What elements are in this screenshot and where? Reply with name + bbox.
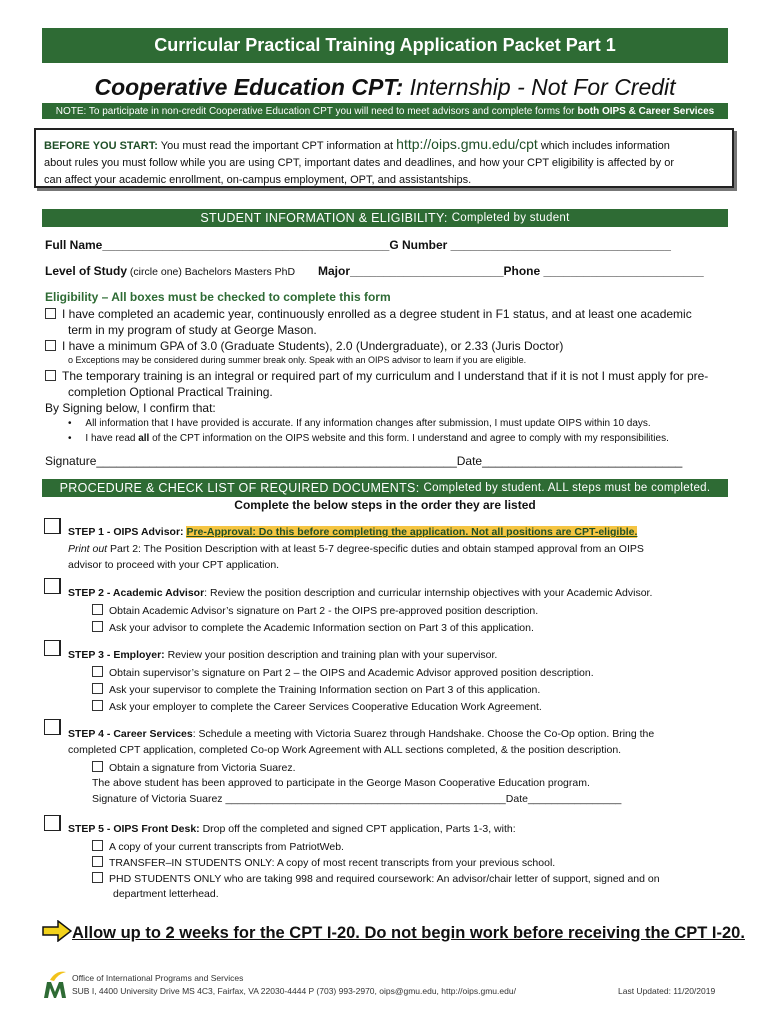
step3-item-a[interactable] <box>92 666 594 679</box>
step1-highlight: Pre-Approval: Do this before completing the application. Not all positions are CPT-eligible. <box>186 526 638 538</box>
procedure-note: Completed by student. ALL steps must be completed. <box>423 482 711 494</box>
step4-item-a[interactable] <box>92 761 296 774</box>
before-start-text2: which includes information <box>537 140 670 152</box>
signature-date-field[interactable]: Signature______________________________________________________Date______________________________ <box>45 454 683 468</box>
step3-a-text: Obtain supervisor’s signature on Part 2 – the OIPS and Academic Advisor approved position description. <box>109 667 594 679</box>
student-info-heading <box>42 209 728 227</box>
step2-a-text: Obtain Academic Advisor’s signature on Part 2 - the OIPS pre-approved position description. <box>109 605 539 617</box>
step4-text: : Schedule a meeting with Victoria Suarez through Handshake. Choose the Co-Op option. Bring the <box>192 728 655 740</box>
step1-text: Part 2: The Position Description with at least 5-7 degree-specific duties and obtain stamped approval from an OIPS <box>107 543 644 555</box>
procedure-subheading: Complete the below steps in the order they are listed <box>234 498 536 512</box>
step5-item-a[interactable] <box>92 840 344 853</box>
checkbox-icon[interactable] <box>92 666 103 677</box>
step3-line1 <box>68 649 497 661</box>
step4-checkbox[interactable] <box>44 719 61 738</box>
signing-intro: By Signing below, I confirm that: <box>45 401 216 415</box>
checkbox-icon[interactable] <box>92 621 103 632</box>
step4-a-text: Obtain a signature from Victoria Suarez. <box>109 762 296 774</box>
before-start-text1: You must read the important CPT information at <box>157 140 397 152</box>
step2-text: : Review the position description and curricular internship objectives with your Academic Advisor. <box>204 587 653 599</box>
level-of-study-field[interactable] <box>45 264 295 278</box>
cpt-info-link[interactable]: http://oips.gmu.edu/cpt <box>396 136 538 152</box>
checkbox-icon[interactable] <box>92 872 103 883</box>
confirm-bullet-2: • I have read all of the CPT information on the OIPS website and this form. I understand and agree to comply with my responsibilities. <box>68 433 669 444</box>
step4-label: STEP 4 - Career Services <box>68 728 193 740</box>
note-bar <box>42 103 728 119</box>
step1-printout: Print out <box>68 543 108 555</box>
elig3-line2: completion Optional Practical Training. <box>68 385 273 399</box>
step3-item-c[interactable] <box>92 700 542 713</box>
checkbox-icon[interactable] <box>44 719 61 735</box>
arrow-right-icon <box>42 920 72 942</box>
processing-time-note: Allow up to 2 weeks for the CPT I-20. Do not begin work before receiving the CPT I-20. <box>72 924 745 942</box>
step3-b-text: Ask your supervisor to complete the Training Information section on Part 3 of this application. <box>109 684 541 696</box>
before-start-line2: about rules you must follow while you are using CPT, important dates and deadlines, and how your CPT eligibility is affected by or <box>44 157 674 169</box>
confirm-bullet-1: • All information that I have provided is accurate. If any information changes after submission, I must update OIPS within 10 days. <box>68 418 651 429</box>
bullet2-text-b: all <box>138 433 150 444</box>
step1-line1 <box>68 526 637 538</box>
step4-signature-field[interactable]: Signature of Victoria Suarez ________________________________________________Date________________ <box>92 793 622 805</box>
checkbox-icon[interactable] <box>45 370 56 381</box>
step5-b-text: TRANSFER–IN STUDENTS ONLY: A copy of most recent transcripts from your previous school. <box>109 857 556 869</box>
major-phone-field[interactable] <box>318 264 704 278</box>
step3-text: Review your position description and training plan with your supervisor. <box>164 649 498 661</box>
step5-text: Drop off the completed and signed CPT application, Parts 1-3, with: <box>199 823 516 835</box>
eligibility-title: Eligibility – All boxes must be checked to complete this form <box>45 290 391 304</box>
student-info-note: Completed by student <box>451 212 570 224</box>
eligibility-item-1[interactable] <box>45 307 692 321</box>
checkbox-icon[interactable] <box>45 308 56 319</box>
elig3-line1: The temporary training is an integral or required part of my curriculum and I understand that if it is not I must apply for pre- <box>62 369 709 383</box>
step5-label: STEP 5 - OIPS Front Desk: <box>68 823 200 835</box>
subtitle-rest: Internship - Not For Credit <box>403 74 676 100</box>
checkbox-icon[interactable] <box>44 815 61 831</box>
step2-item-b[interactable] <box>92 621 534 634</box>
footer-address: SUB I, 4400 University Drive MS 4C3, Fairfax, VA 22030-4444 P (703) 993-2970, oips@gmu.edu, http://oips.gmu.edu/ <box>72 986 516 996</box>
bullet2-text-c: of the CPT information on the OIPS website and this form. I understand and agree to comply with my responsibilities. <box>149 433 669 444</box>
step2-item-a[interactable] <box>92 604 538 617</box>
step1-label: STEP 1 - OIPS Advisor: <box>68 526 187 538</box>
step2-b-text: Ask your advisor to complete the Academic Information section on Part 3 of this application. <box>109 622 534 634</box>
step5-item-b[interactable] <box>92 856 555 869</box>
eligibility-item-2[interactable] <box>45 339 563 353</box>
full-name-field[interactable] <box>45 238 671 252</box>
note-bold: both OIPS & Career Services <box>577 105 715 117</box>
checkbox-icon[interactable] <box>44 518 61 534</box>
checkbox-icon[interactable] <box>44 578 61 594</box>
step5-line1 <box>68 823 516 835</box>
subtitle-bold: Cooperative Education CPT: <box>94 74 404 100</box>
elig1-line2: term in my program of study at George Mason. <box>68 323 317 337</box>
checkbox-icon[interactable] <box>92 840 103 851</box>
elig2-note: o Exceptions may be considered during summer break only. Speak with an OIPS advisor to learn if you are eligible. <box>68 355 527 365</box>
step2-checkbox[interactable] <box>44 578 61 597</box>
note-text: NOTE: To participate in non-credit Cooperative Education CPT you will need to meet advisors and complete forms for <box>55 105 575 117</box>
checkbox-icon[interactable] <box>92 761 103 772</box>
level-label: Level of Study <box>45 264 128 278</box>
major-phone-line: Major_______________________Phone ________________________ <box>318 264 704 278</box>
step2-label: STEP 2 - Academic Advisor <box>68 587 205 599</box>
student-info-title: STUDENT INFORMATION & ELIGIBILITY: <box>200 211 448 225</box>
bullet2-text-a: I have read <box>85 433 139 444</box>
step1-line3: advisor to proceed with your CPT application. <box>68 559 280 571</box>
step4-line2: completed CPT application, completed Co-op Work Agreement with ALL sections completed, & the position description. <box>68 744 622 756</box>
step3-item-b[interactable] <box>92 683 540 696</box>
footer-office: Office of International Programs and Services <box>72 973 244 983</box>
step1-checkbox[interactable] <box>44 518 61 537</box>
checkbox-icon[interactable] <box>92 700 103 711</box>
procedure-heading <box>42 479 728 497</box>
before-start-line3: can affect your academic enrollment, on-campus employment, OPT, and assistantships. <box>44 174 472 186</box>
footer-updated: Last Updated: 11/20/2019 <box>618 986 716 996</box>
packet-title: Curricular Practical Training Application Packet Part 1 <box>42 28 728 63</box>
step2-line1 <box>68 587 652 599</box>
checkbox-icon[interactable] <box>92 604 103 615</box>
step5-a-text: A copy of your current transcripts from PatriotWeb. <box>109 841 344 853</box>
elig1-line1: I have completed an academic year, continuously enrolled as a degree student in F1 status, and at least one academic <box>62 307 692 321</box>
procedure-title: PROCEDURE & CHECK LIST OF REQUIRED DOCUMENTS: <box>59 481 420 495</box>
level-options: (circle one) Bachelors Masters PhD <box>127 266 296 278</box>
before-you-start-box <box>34 128 734 188</box>
step5-checkbox[interactable] <box>44 815 61 834</box>
step4-line1 <box>68 728 654 740</box>
checkbox-icon[interactable] <box>92 683 103 694</box>
mason-logo-icon <box>42 970 68 1000</box>
document-subtitle <box>42 74 728 101</box>
step3-checkbox[interactable] <box>44 640 61 659</box>
checkbox-icon[interactable] <box>92 856 103 867</box>
full-name-line: Full Name___________________________________________G Number _________________________________ <box>45 238 671 252</box>
step5-c-text-2: department letterhead. <box>113 888 219 900</box>
checkbox-icon[interactable] <box>45 340 56 351</box>
before-start-line1 <box>44 136 724 155</box>
step3-label: STEP 3 - Employer: <box>68 649 165 661</box>
step5-item-c[interactable] <box>92 872 660 885</box>
before-start-label: BEFORE YOU START: <box>44 140 158 152</box>
step5-c-text: PHD STUDENTS ONLY who are taking 998 and required coursework: An advisor/chair letter of support, signed and on <box>109 873 660 885</box>
elig2-text: I have a minimum GPA of 3.0 (Graduate Students), 2.0 (Undergraduate), or 2.33 (Juris Doctor) <box>62 339 564 353</box>
bullet1-text: All information that I have provided is accurate. If any information changes after submission, I must update OIPS within 10 days. <box>85 418 651 429</box>
eligibility-item-3[interactable] <box>45 369 708 383</box>
step3-c-text: Ask your employer to complete the Career Services Cooperative Education Work Agreement. <box>109 701 542 713</box>
step1-line2 <box>68 543 644 555</box>
checkbox-icon[interactable] <box>44 640 61 656</box>
step4-approval-text: The above student has been approved to participate in the George Mason Cooperative Education program. <box>92 777 590 789</box>
